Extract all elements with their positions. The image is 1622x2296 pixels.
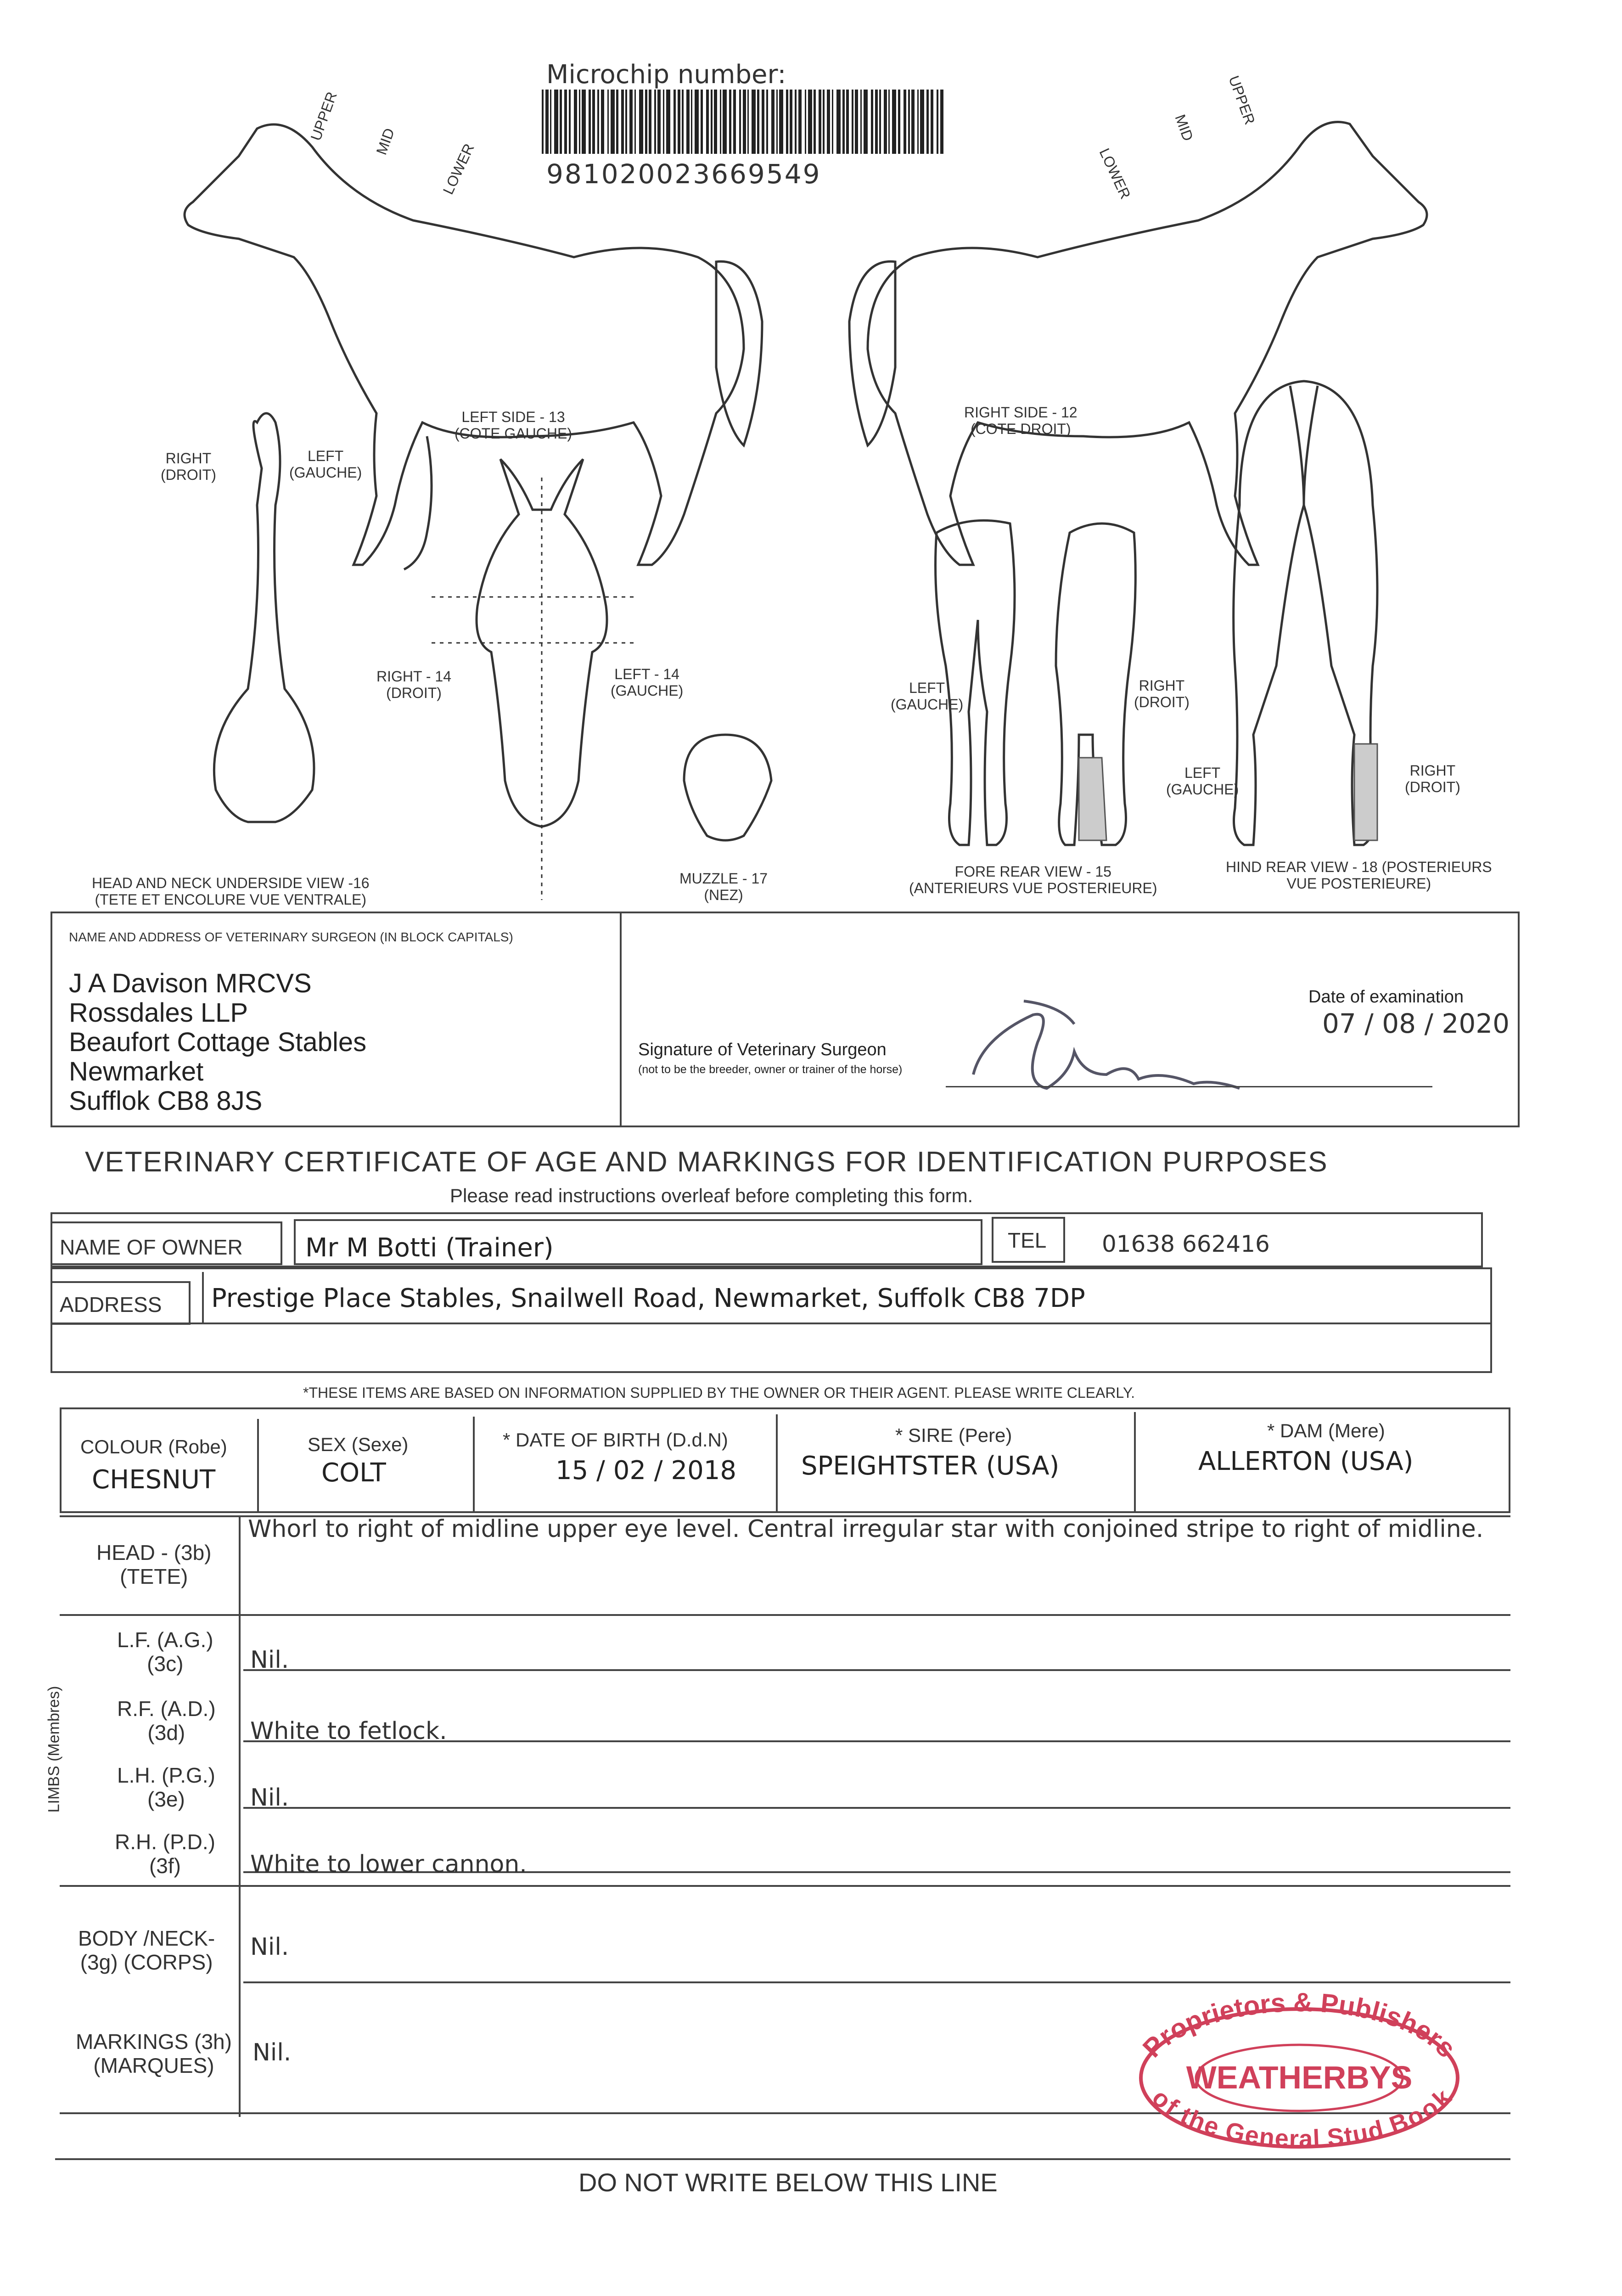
hind-rear-view-outline xyxy=(1234,381,1377,845)
barcode-bar xyxy=(823,90,825,154)
right-side-caption: RIGHT SIDE - 12 (COTE DROIT) xyxy=(964,404,1078,437)
barcode-bar xyxy=(836,90,841,154)
sex-label: SEX (Sexe) xyxy=(308,1434,409,1455)
markings-row-line xyxy=(60,1614,1510,1616)
horse-col-divider xyxy=(1134,1412,1136,1513)
barcode-bar xyxy=(827,90,830,154)
barcode-bar xyxy=(639,90,643,154)
muzzle-caption: MUZZLE - 17 (NEZ) xyxy=(679,870,768,903)
tel-value: 01638 662416 xyxy=(1102,1231,1270,1257)
barcode-bar xyxy=(550,90,551,154)
owner-name-value: Mr M Botti (Trainer) xyxy=(305,1233,554,1263)
markings-row-line xyxy=(243,1669,1510,1671)
certificate-instructions: Please read instructions overleaf before completing this form. xyxy=(450,1185,973,1206)
right-region-lower: LOWER xyxy=(1096,146,1134,202)
barcode-bar xyxy=(757,90,759,154)
right-region-upper: UPPER xyxy=(1225,73,1258,127)
right-region-mid: MID xyxy=(1172,112,1197,143)
limbs-label: LIMBS (Membres) xyxy=(45,1686,63,1813)
barcode-bar xyxy=(860,90,862,154)
barcode-bar xyxy=(645,90,647,154)
lf-label: L.F. (A.G.) (3c) xyxy=(117,1628,213,1676)
neck-right-caption: RIGHT (DROIT) xyxy=(161,450,216,483)
barcode-bar xyxy=(855,90,858,154)
barcode-bar xyxy=(940,90,943,154)
markings-value: Nil. xyxy=(253,2039,292,2066)
markings-label-divider xyxy=(239,1515,241,2117)
barcode-bar xyxy=(686,90,690,154)
date-of-birth-value: 15 / 02 / 2018 xyxy=(556,1456,736,1486)
barcode-bar xyxy=(554,90,558,154)
lf-value: Nil. xyxy=(250,1646,289,1674)
hind-right-caption: RIGHT (DROIT) xyxy=(1405,762,1460,795)
barcode-bar xyxy=(625,90,627,154)
address-label: ADDRESS xyxy=(60,1293,162,1317)
barcode-bar xyxy=(920,90,924,154)
barcode-bar xyxy=(542,90,544,154)
barcode-bar xyxy=(898,90,900,154)
dam-label: * DAM (Mere) xyxy=(1267,1420,1385,1441)
barcode-bar xyxy=(691,90,692,154)
microchip-barcode xyxy=(542,90,943,154)
barcode-bar xyxy=(819,90,821,154)
barcode-bar xyxy=(695,90,699,154)
markings-row-line xyxy=(243,1807,1510,1809)
markings-label: MARKINGS (3h) (MARQUES) xyxy=(76,2030,232,2077)
barcode-bar xyxy=(729,90,731,154)
signature-note: (not to be the breeder, owner or trainer of the horse) xyxy=(638,1063,903,1076)
barcode-bar xyxy=(569,90,571,154)
colour-label: COLOUR (Robe) xyxy=(80,1436,227,1458)
neck-left-caption: LEFT (GAUCHE) xyxy=(289,448,362,481)
barcode-bar xyxy=(779,90,783,154)
horse-col-divider xyxy=(473,1417,475,1513)
barcode-bar xyxy=(879,90,881,154)
body-neck-value: Nil. xyxy=(250,1933,289,1961)
barcode-bar xyxy=(560,90,562,154)
barcode-bar xyxy=(589,90,591,154)
barcode-bar xyxy=(832,90,833,154)
horse-col-divider xyxy=(776,1414,778,1513)
horse-right-side-outline xyxy=(849,122,1427,565)
barcode-bar xyxy=(766,90,768,154)
barcode-bar xyxy=(864,90,868,154)
barcode-bar xyxy=(629,90,633,154)
lh-label: L.H. (P.G.) (3e) xyxy=(117,1763,215,1811)
fore-rear-view-caption: FORE REAR VIEW - 15 (ANTERIEURS VUE POSTERIEURE) xyxy=(909,863,1157,896)
barcode-bar xyxy=(582,90,586,154)
identification-diagram xyxy=(0,0,1622,918)
barcode-bar xyxy=(607,90,609,154)
vet-address-line: Sufflok CB8 8JS xyxy=(69,1086,263,1116)
vet-address-line: Newmarket xyxy=(69,1057,204,1086)
head-front-outline xyxy=(432,459,638,900)
vet-address-line: Beaufort Cottage Stables xyxy=(69,1027,367,1057)
rf-label: R.F. (A.D.) (3d) xyxy=(117,1697,216,1745)
markings-row-line xyxy=(60,1885,1510,1887)
date-of-examination-label: Date of examination xyxy=(1308,987,1464,1007)
sire-value: SPEIGHTSTER (USA) xyxy=(801,1451,1060,1481)
barcode-bar xyxy=(771,90,775,154)
sire-label: * SIRE (Pere) xyxy=(895,1424,1012,1446)
barcode-bar xyxy=(673,90,676,154)
lh-value: Nil. xyxy=(250,1784,289,1812)
address-divider xyxy=(202,1272,204,1322)
vet-signature xyxy=(955,983,1285,1102)
barcode-bar xyxy=(908,90,910,154)
barcode-bar xyxy=(762,90,764,154)
sex-value: COLT xyxy=(321,1458,386,1488)
barcode-bar xyxy=(790,90,792,154)
head-neck-view-caption: HEAD AND NECK UNDERSIDE VIEW -16 (TETE ET ENCOLURE VUE VENTRALE) xyxy=(92,875,370,908)
barcode-bar xyxy=(805,90,806,154)
barcode-bar xyxy=(842,90,845,154)
rh-label: R.H. (P.D.) (3f) xyxy=(115,1830,215,1878)
barcode-bar xyxy=(701,90,703,154)
vet-address xyxy=(69,969,366,1116)
left-region-lower: LOWER xyxy=(439,141,477,197)
barcode-bar xyxy=(786,90,788,154)
rf-value: White to fetlock. xyxy=(250,1717,447,1745)
head-markings-value: Whorl to right of midline upper eye level. Central irregular star with conjoined stripe to right of midline. xyxy=(248,1515,1484,1543)
barcode-bar xyxy=(776,90,778,154)
barcode-bar xyxy=(597,90,599,154)
horse-col-divider xyxy=(257,1419,259,1513)
barcode-bar xyxy=(875,90,878,154)
barcode-bar xyxy=(682,90,684,154)
barcode-bar xyxy=(723,90,727,154)
dam-value: ALLERTON (USA) xyxy=(1198,1446,1414,1476)
fore-right-caption: RIGHT (DROIT) xyxy=(1134,677,1190,710)
rh-value: White to lower cannon. xyxy=(250,1851,527,1878)
stamp-top-text: Proprietors & Publishers xyxy=(1137,1988,1462,2064)
barcode-bar xyxy=(747,90,749,154)
tel-label: TEL xyxy=(1008,1228,1047,1252)
barcode-bar xyxy=(871,90,873,154)
barcode-bar xyxy=(888,90,890,154)
barcode-bar xyxy=(931,90,933,154)
bottom-line xyxy=(55,2158,1510,2160)
horse-left-side-outline xyxy=(185,124,762,569)
date-of-examination-value: 07 / 08 / 2020 xyxy=(1322,1008,1510,1039)
barcode-bar xyxy=(663,90,664,154)
stamp-middle-text: WEATHERBYS xyxy=(1186,2060,1413,2095)
barcode-bar xyxy=(634,90,636,154)
barcode-bar xyxy=(601,90,604,154)
left-region-mid: MID xyxy=(373,126,398,157)
head-label: HEAD - (3b) (TETE) xyxy=(96,1541,212,1588)
stamp-bottom-text: of the General Stud Book xyxy=(1146,2083,1457,2153)
barcode-bar xyxy=(616,90,618,154)
date-of-birth-label: * DATE OF BIRTH (D.d.N) xyxy=(503,1429,728,1451)
barcode-bar xyxy=(592,90,595,154)
colour-value: CHESNUT xyxy=(92,1465,216,1495)
fore-rear-view-outline xyxy=(936,520,1136,845)
barcode-bar xyxy=(654,90,656,154)
barcode-bar xyxy=(706,90,709,154)
barcode-bar xyxy=(926,90,929,154)
barcode-bar xyxy=(657,90,661,154)
barcode-bar xyxy=(579,90,580,154)
signature-label: Signature of Veterinary Surgeon xyxy=(638,1040,887,1059)
barcode-bar xyxy=(711,90,713,154)
vet-address-line: Rossdales LLP xyxy=(69,998,248,1028)
hind-left-caption: LEFT (GAUCHE) xyxy=(1166,765,1239,798)
muzzle-outline xyxy=(684,735,771,840)
head-right-caption: RIGHT - 14 (DROIT) xyxy=(376,668,451,701)
barcode-bar xyxy=(852,90,853,154)
markings-row-line xyxy=(243,1981,1510,1983)
barcode-bar xyxy=(743,90,746,154)
barcode-bar xyxy=(720,90,721,154)
address-value: Prestige Place Stables, Snailwell Road, Newmarket, Suffolk CB8 7DP xyxy=(211,1283,1085,1313)
barcode-bar xyxy=(611,90,615,154)
barcode-bar xyxy=(574,90,577,154)
barcode-bar xyxy=(678,90,680,154)
fore-left-caption: LEFT (GAUCHE) xyxy=(891,680,964,713)
svg-text:Proprietors & Publishers xyxy=(1137,1988,1462,2063)
barcode-bar xyxy=(795,90,797,154)
barcode-bar xyxy=(808,90,812,154)
vet-header: NAME AND ADDRESS OF VETERINARY SURGEON (IN BLOCK CAPITALS) xyxy=(69,930,513,944)
barcode-bar xyxy=(752,90,756,154)
owner-name-label: NAME OF OWNER xyxy=(60,1235,243,1259)
barcode-bar xyxy=(621,90,624,154)
barcode-bar xyxy=(798,90,802,154)
certificate-title: VETERINARY CERTIFICATE OF AGE AND MARKINGS FOR IDENTIFICATION PURPOSES xyxy=(85,1146,1328,1178)
address-row-separator xyxy=(51,1322,1492,1324)
barcode-bar xyxy=(564,90,567,154)
barcode-bar xyxy=(917,90,919,154)
left-side-caption: LEFT SIDE - 13 (COTE GAUCHE) xyxy=(455,409,572,442)
barcode-bar xyxy=(733,90,736,154)
barcode-bar xyxy=(545,90,549,154)
barcode-bar xyxy=(892,90,896,154)
barcode-bar xyxy=(884,90,887,154)
vet-box-divider xyxy=(620,912,622,1127)
signature-line xyxy=(946,1086,1432,1087)
head-left-caption: LEFT - 14 (GAUCHE) xyxy=(611,666,684,699)
barcode-bar xyxy=(739,90,741,154)
vet-address-line: J A Davison MRCVS xyxy=(69,968,312,998)
owner-note: *THESE ITEMS ARE BASED ON INFORMATION SUPPLIED BY THE OWNER OR THEIR AGENT. PLEASE WRITE CLEARLY. xyxy=(303,1384,1135,1401)
left-region-upper: UPPER xyxy=(307,90,340,143)
barcode-bar xyxy=(937,90,938,154)
microchip-label: Microchip number: xyxy=(546,60,786,90)
barcode-bar xyxy=(649,90,651,154)
do-not-write-below-line: DO NOT WRITE BELOW THIS LINE xyxy=(578,2168,998,2197)
microchip-number: 981020023669549 xyxy=(546,158,821,190)
barcode-bar xyxy=(666,90,670,154)
weatherbys-stamp xyxy=(1120,1988,1478,2154)
barcode-bar xyxy=(904,90,906,154)
barcode-bar xyxy=(714,90,717,154)
body-neck-label: BODY /NECK- (3g) (CORPS) xyxy=(78,1926,215,1974)
barcode-bar xyxy=(814,90,816,154)
barcode-bar xyxy=(846,90,849,154)
hind-rear-view-caption: HIND REAR VIEW - 18 (POSTERIEURS VUE POSTERIEURE) xyxy=(1226,859,1492,892)
barcode-bar xyxy=(911,90,915,154)
